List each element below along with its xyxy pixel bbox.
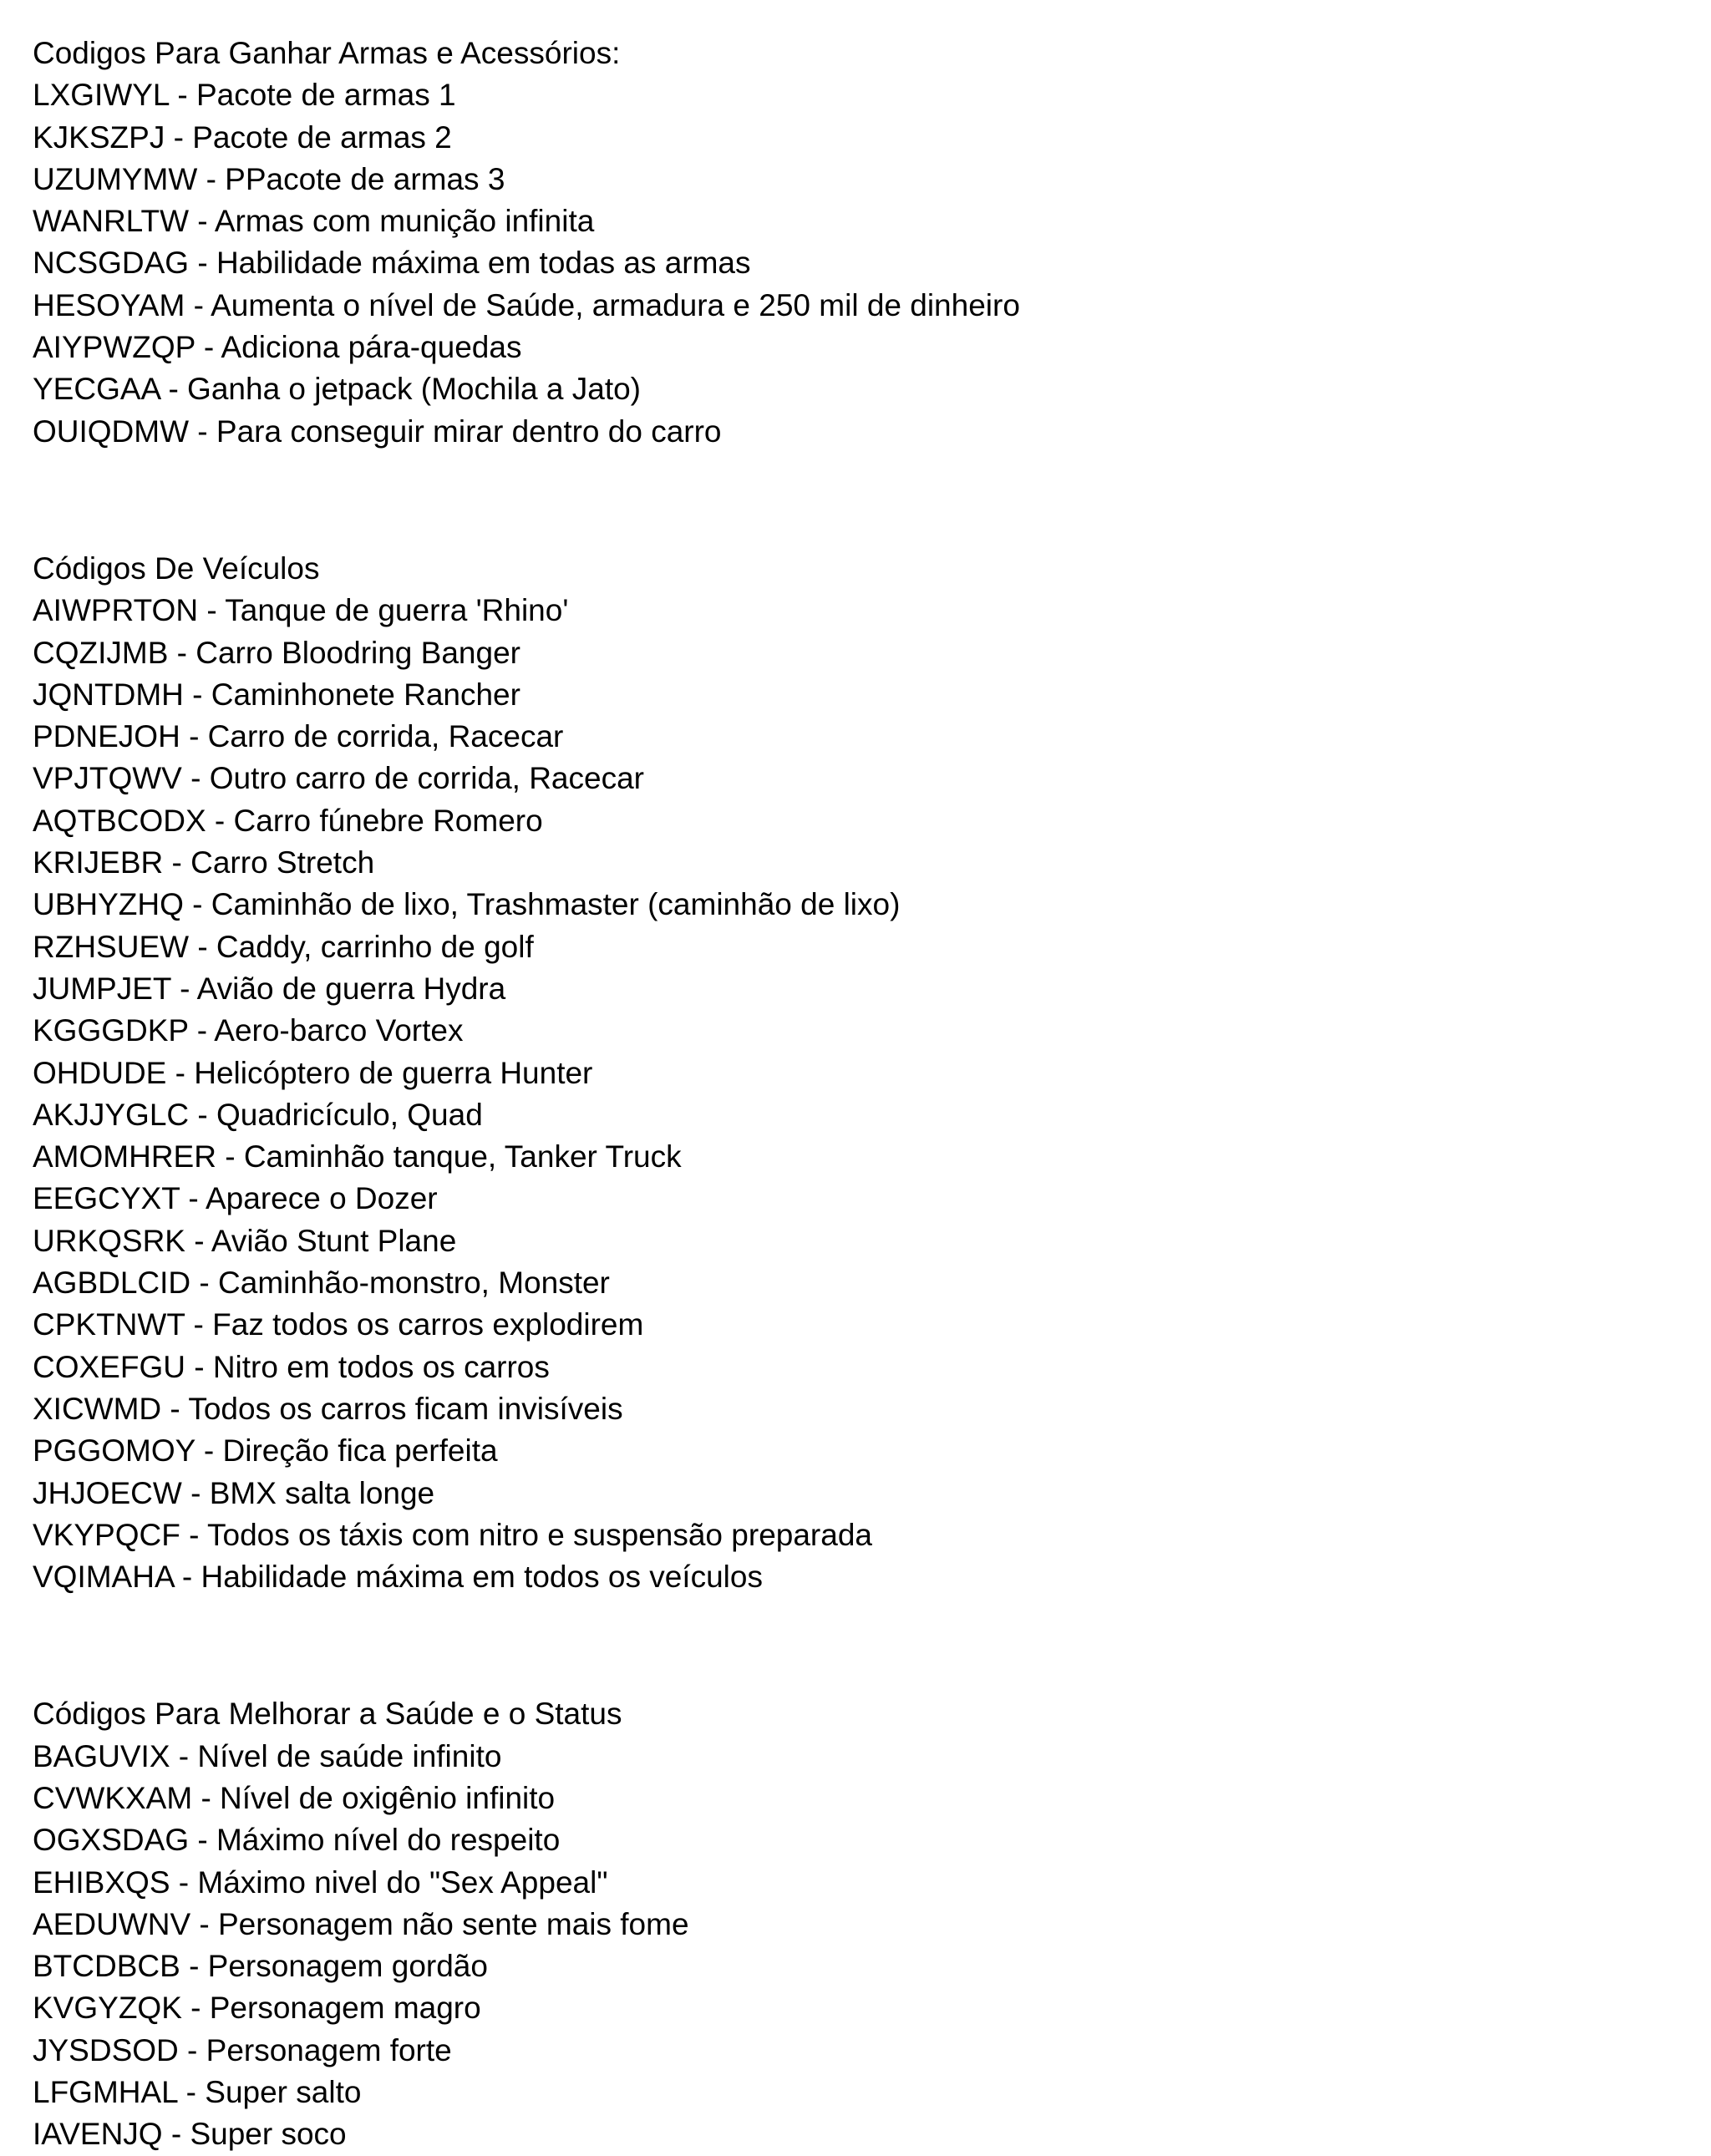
section-heading: Códigos De Veículos xyxy=(33,550,320,586)
cheat-line: BTCDBCB - Personagem gordão xyxy=(33,1949,488,1984)
cheat-line: CQZIJMB - Carro Bloodring Banger xyxy=(33,635,520,670)
document-body xyxy=(33,33,1670,2156)
cheat-line: JHJOECW - BMX salta longe xyxy=(33,1475,435,1510)
cheat-line: LXGIWYL - Pacote de armas 1 xyxy=(33,78,456,113)
cheat-line: KGGGDKP - Aero-barco Vortex xyxy=(33,1013,464,1048)
cheat-line: OGXSDAG - Máximo nível do respeito xyxy=(33,1823,561,1858)
cheat-line: RZHSUEW - Caddy, carrinho de golf xyxy=(33,929,534,964)
section-heading: Codigos Para Ganhar Armas e Acessórios: xyxy=(33,36,621,70)
cheat-line: XICWMD - Todos os carros ficam invisíveis xyxy=(33,1391,623,1426)
cheat-line: AKJJYGLC - Quadricículo, Quad xyxy=(33,1097,483,1132)
cheat-line: AEDUWNV - Personagem não sente mais fome xyxy=(33,1906,689,1941)
cheat-line: KRIJEBR - Carro Stretch xyxy=(33,845,375,880)
cheat-line: WANRLTW - Armas com munição infinita xyxy=(33,204,595,239)
cheat-line: YECGAA - Ganha o jetpack (Mochila a Jato) xyxy=(33,372,642,407)
section-health-status xyxy=(33,1693,1670,2155)
cheat-line: EHIBXQS - Máximo nivel do "Sex Appeal" xyxy=(33,1864,608,1900)
cheat-line: AMOMHRER - Caminhão tanque, Tanker Truck xyxy=(33,1139,682,1174)
cheat-line: VPJTQWV - Outro carro de corrida, Racecar xyxy=(33,761,644,796)
section-vehicles xyxy=(33,548,1670,1598)
cheat-line: CPKTNWT - Faz todos os carros explodirem xyxy=(33,1307,644,1342)
cheat-line: VQIMAHA - Habilidade máxima em todos os veículos xyxy=(33,1560,763,1595)
cheat-line: NCSGDAG - Habilidade máxima em todas as armas xyxy=(33,246,751,281)
cheat-line: JQNTDMH - Caminhonete Rancher xyxy=(33,677,520,712)
cheat-line: UBHYZHQ - Caminhão de lixo, Trashmaster (caminhão de lixo) xyxy=(33,887,901,922)
cheat-line: AGBDLCID - Caminhão-monstro, Monster xyxy=(33,1266,610,1301)
cheat-line: URKQSRK - Avião Stunt Plane xyxy=(33,1223,457,1258)
cheat-line: IAVENJQ - Super soco xyxy=(33,2117,347,2152)
cheat-line: PDNEJOH - Carro de corrida, Racecar xyxy=(33,719,564,754)
cheat-line: KVGYZQK - Personagem magro xyxy=(33,1991,481,2026)
section-weapons xyxy=(33,33,1670,453)
cheat-line: CVWKXAM - Nível de oxigênio infinito xyxy=(33,1780,556,1815)
cheat-line: AIWPRTON - Tanque de guerra 'Rhino' xyxy=(33,593,569,628)
cheat-line: JYSDSOD - Personagem forte xyxy=(33,2032,452,2067)
cheat-line: COXEFGU - Nitro em todos os carros xyxy=(33,1349,550,1384)
cheat-line: OHDUDE - Helicóptero de guerra Hunter xyxy=(33,1055,593,1090)
cheat-line: AIYPWZQP - Adiciona pára-quedas xyxy=(33,330,522,365)
cheat-line: PGGOMOY - Direção fica perfeita xyxy=(33,1433,498,1469)
cheat-line: KJKSZPJ - Pacote de armas 2 xyxy=(33,119,452,155)
cheat-line: OUIQDMW - Para conseguir mirar dentro do carro xyxy=(33,413,722,449)
section-heading: Códigos Para Melhorar a Saúde e o Status xyxy=(33,1697,622,1732)
cheat-line: BAGUVIX - Nível de saúde infinito xyxy=(33,1738,502,1773)
cheat-line: EEGCYXT - Aparece o Dozer xyxy=(33,1181,438,1216)
cheat-line: VKYPQCF - Todos os táxis com nitro e suspensão preparada xyxy=(33,1517,872,1552)
cheat-line: HESOYAM - Aumenta o nível de Saúde, armadura e 250 mil de dinheiro xyxy=(33,287,1020,322)
cheat-line: JUMPJET - Avião de guerra Hydra xyxy=(33,971,506,1006)
cheat-line: LFGMHAL - Super salto xyxy=(33,2075,362,2110)
cheat-line: UZUMYMW - PPacote de armas 3 xyxy=(33,161,505,196)
cheat-line: AQTBCODX - Carro fúnebre Romero xyxy=(33,803,543,838)
